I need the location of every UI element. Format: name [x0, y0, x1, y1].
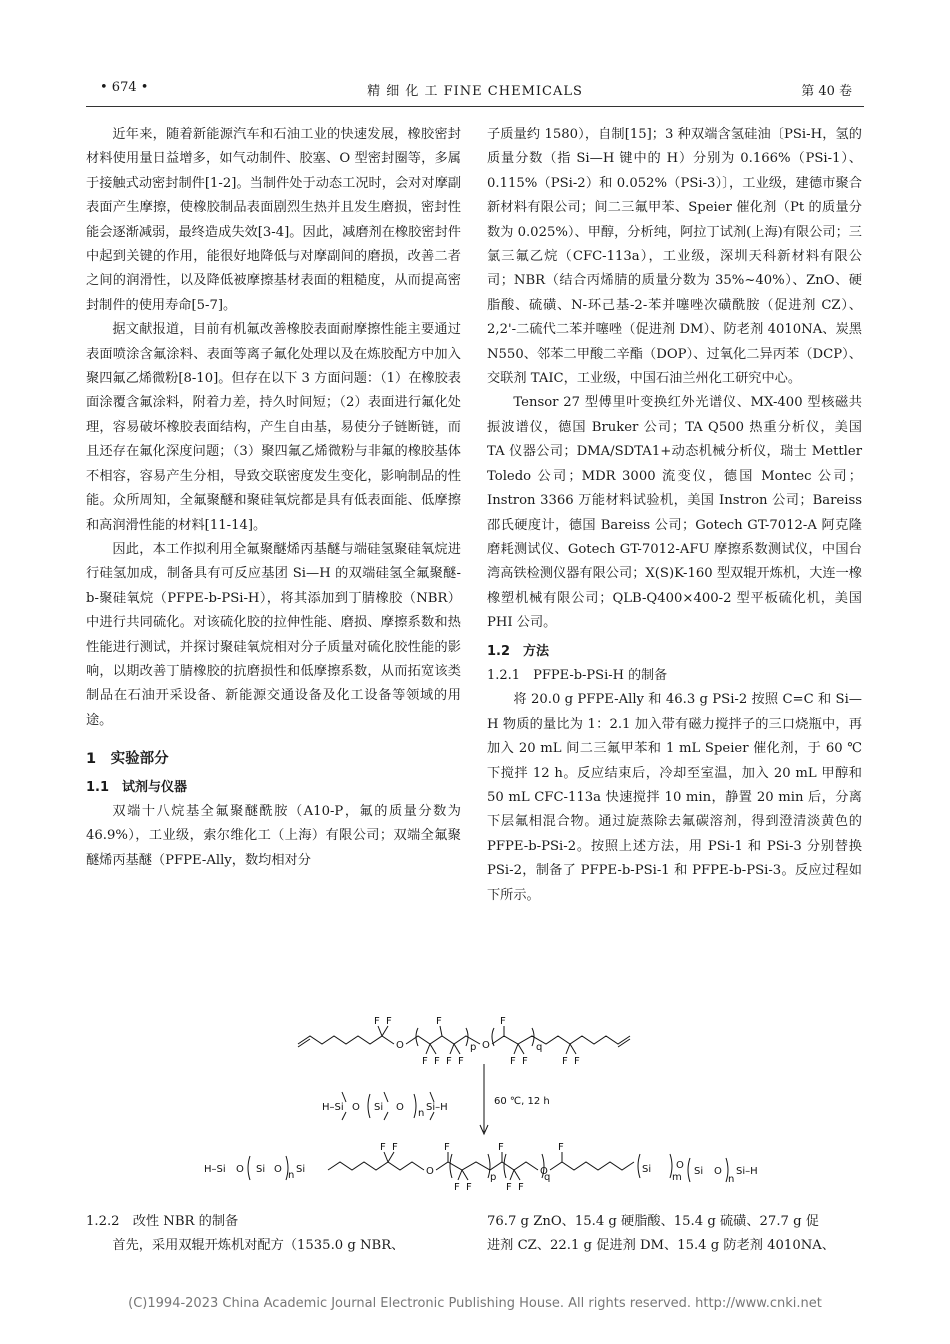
scheme-fluorine: F [574, 1056, 580, 1067]
scheme-oxygen: O [396, 1102, 404, 1113]
header-rule [86, 106, 864, 107]
scheme-oxygen: O [396, 1040, 404, 1051]
scheme-hsi-end: H–Si [322, 1102, 344, 1113]
scheme-silicon: Si [374, 1102, 384, 1113]
scheme-sih-end: Si–H [736, 1166, 758, 1177]
intro-paragraph-1: 近年来，随着新能源汽车和石油工业的快速发展，橡胶密封材料使用量日益增多，如气动制件、胶塞、O 型密封圈等，多属于接触式动密封制件[1-2]。当制件处于动态工况时，会对对摩副表面产生摩擦，使橡胶制品表面剧烈生热并且发生磨损，密封性能会逐渐减弱，最终造成失效[3-4]。因此，减磨剂在橡胶密封件中起到关键的作用，能很好地降低与对摩副间的磨损，改善二者之间的润滑性，以及降低被摩擦基材表面的粗糙度，从而提高密封制件的使用寿命[5-7]。 [86, 127, 461, 313]
volume-label: 第 40 卷 [801, 84, 852, 99]
scheme-silicon: Si [642, 1164, 652, 1175]
scheme-silicon: Si [296, 1164, 306, 1175]
scheme-fluorine: F [510, 1056, 516, 1067]
scheme-subscript-n: n [728, 1174, 735, 1185]
nbr-paragraph-cont-2: 进剂 CZ、22.1 g 促进剂 DM、15.4 g 防老剂 4010NA、 [487, 1238, 835, 1254]
scheme-subscript-q: q [536, 1042, 543, 1053]
scheme-fluorine: F [374, 1016, 380, 1027]
scheme-fluorine: F [522, 1056, 528, 1067]
scheme-fluorine: F [500, 1016, 506, 1027]
subsection-heading-reagents: 1.1 试剂与仪器 [86, 779, 188, 795]
scheme-oxygen: O [236, 1164, 244, 1175]
scheme-subscript-q: q [544, 1172, 551, 1183]
scheme-fluorine: F [436, 1016, 442, 1027]
copyright-footer: (C)1994-2023 China Academic Journal Electronic Publishing House. All rights reserved. http://www.cnki.net [128, 1296, 822, 1311]
scheme-silicon: Si [694, 1166, 704, 1177]
scheme-subscript-n: n [418, 1108, 425, 1119]
right-column [487, 123, 862, 908]
subsection-heading-methods: 1.2 方法 [487, 643, 550, 659]
scheme-fluorine: F [498, 1142, 504, 1153]
scheme-subscript-p: p [490, 1172, 497, 1183]
page-number: • 674 • [100, 80, 149, 95]
bottom-right-column [487, 1210, 862, 1259]
intro-paragraph-3: 因此，本工作拟利用全氟聚醚烯丙基醚与端硅氢聚硅氧烷进行硅氢加成，制备具有可反应基团 Si—H 的双端硅氢全氟聚醚-b-聚硅氧烷（PFPE-b-PSi-H），将其添加到丁腈橡胶（NBR）中进行共同硫化。对该硫化胶的拉伸性能、磨损、摩擦系数和热性能进行测试，并探讨聚硅氧烷相对分子质量对硫化胶性能的影响，以期改善丁腈橡胶的抗磨损性和低摩擦系数，从而拓宽该类制品在石油开采设备、新能源交通设备及化工设备等领域的用途。 [86, 541, 461, 728]
reaction-condition: 60 ℃, 12 h [494, 1096, 550, 1107]
scheme-fluorine: F [518, 1182, 524, 1193]
scheme-fluorine: F [446, 1056, 452, 1067]
journal-title: 精 细 化 工 FINE CHEMICALS [367, 84, 583, 99]
section-heading-experimental: 1 实验部分 [86, 751, 169, 768]
scheme-fluorine: F [392, 1142, 398, 1153]
scheme-oxygen: O [482, 1040, 490, 1051]
scheme-oxygen: O [714, 1166, 722, 1177]
synthesis-paragraph: 将 20.0 g PFPE-Ally 和 46.3 g PSi-2 按照 C=C 和 Si—H 物质的量比为 1：2.1 加入带有磁力搅拌子的三口烧瓶中，再加入 20 mL 间二三氟甲苯和 1 mL Speier 催化剂，于 60 ℃下搅拌 12 h。反应结束后，冷却至室温，加入 20 mL 甲醇和 50 mL CFC-113a 快速搅拌 10 min，静置 20 min 后，分离下层氟相混合物。通过旋蒸除去氟碳溶剂，得到澄清淡黄色的 PFPE-b-PSi-2。按照上述方法，用 PSi-1 和 PSi-3 分别替换 PSi-2，制备了 PFPE-b-PSi-1 和 PFPE-b-PSi-3。反应过程如下所示。 [487, 692, 862, 903]
nbr-paragraph: 首先，采用双辊开炼机对配方（1535.0 g NBR、 [112, 1238, 405, 1254]
nbr-paragraph-cont-1: 76.7 g ZnO、15.4 g 硬脂酸、15.4 g 硫磺、27.7 g 促 [487, 1214, 819, 1229]
scheme-fluorine: F [386, 1016, 392, 1027]
left-column [86, 123, 461, 873]
scheme-fluorine: F [444, 1142, 450, 1153]
reagents-paragraph: 双端十八烷基全氟聚醚酰胺（A10-P，氟的质量分数为 46.9%），工业级，索尔维化工（上海）有限公司；双端全氟聚醚烯丙基醚（PFPE-Ally，数均相对分 [86, 803, 461, 868]
scheme-subscript-m: m [672, 1172, 682, 1183]
scheme-silicon: Si [256, 1164, 266, 1175]
scheme-subscript-p: p [470, 1042, 477, 1053]
scheme-fluorine: F [466, 1182, 472, 1193]
scheme-oxygen: O [676, 1160, 684, 1171]
scheme-fluorine: F [562, 1056, 568, 1067]
instruments-paragraph: Tensor 27 型傅里叶变换红外光谱仪、MX-400 型核磁共振波谱仪，德国 Bruker 公司；TA Q500 热重分析仪，美国 TA 仪器公司；DMA/SDTA1+动态机械分析仪，瑞士 Mettler Toledo 公司；MDR 3000 流变仪，德国 Montec 公司；Instron 3366 万能材料试验机，美国 Instron 公司；Bareiss 邵氏硬度计，德国 Bareiss 公司；Gotech GT-7012-A 阿克隆磨耗测试仪、Gotech GT-7012-AFU 摩擦系数测试仪，中国台湾高铁检测仪器有限公司；X(S)K-160 型双辊开炼机，大连一橡橡塑机械有限公司；QLB-Q400×400-2 型平板硫化机，美国 PHI 公司。 [487, 395, 862, 631]
scheme-fluorine: F [422, 1056, 428, 1067]
scheme-oxygen: O [274, 1164, 282, 1175]
subsubsection-heading-nbr: 1.2.2 改性 NBR 的制备 [86, 1214, 239, 1229]
reagents-paragraph-cont: 子质量约 1580），自制[15]；3 种双端含氢硅油〔PSi-H，氢的质量分数（指 Si—H 键中的 H）分别为 0.166%（PSi-1）、0.115%（PSi-2）和 0.052%（PSi-3）〕，工业级，建德市聚合新材料有限公司；间二三氟甲苯、Speier 催化剂（Pt 的质量分数为 0.025%）、甲醇，分析纯，阿拉丁试剂(上海)有限公司；三氯三氟乙烷（CFC-113a），工业级，深圳天科新材料有限公司；NBR（结合丙烯腈的质量分数为 35%~40%）、ZnO、硬脂酸、硫磺、N-环己基-2-苯并噻唑次磺酰胺（促进剂 CZ）、2,2'-二硫代二苯并噻唑（促进剂 DM）、防老剂 4010NA、炭黑 N550、邻苯二甲酸二辛酯（DOP）、过氧化二异丙苯（DCP）、交联剂 TAIC，工业级，中国石油兰州化工研究中心。 [487, 127, 862, 387]
subsubsection-heading-synthesis: 1.2.1 PFPE-b-PSi-H 的制备 [487, 667, 668, 683]
intro-paragraph-2: 据文献报道，目前有机氟改善橡胶表面耐摩擦性能主要通过表面喷涂含氟涂料、表面等离子氟化处理以及在炼胶配方中加入聚四氟乙烯微粉[8-10]。但存在以下 3 方面问题：（1）在橡胶表面涂覆含氟涂料，附着力差，持久时间短；（2）表面进行氟化处理，容易破坏橡胶表面结构，产生自由基，易使分子链断链，而且还存在氟化深度问题；（3）聚四氟乙烯微粉与非氟的橡胶基体不相容，容易产生分相，导致交联密度发生变化，影响制品的性能。众所周知，全氟聚醚和聚硅氧烷都是具有低表面能、低摩擦和高润滑性能的材料[11-14]。 [86, 322, 461, 533]
scheme-fluorine: F [380, 1142, 386, 1153]
scheme-fluorine: F [454, 1182, 460, 1193]
scheme-oxygen: O [540, 1166, 548, 1177]
bottom-left-column [86, 1210, 461, 1259]
reaction-scheme [170, 1012, 780, 1210]
scheme-fluorine: F [434, 1056, 440, 1067]
scheme-oxygen: O [426, 1166, 434, 1177]
scheme-fluorine: F [458, 1056, 464, 1067]
scheme-fluorine: F [558, 1142, 564, 1153]
scheme-hsi-end: H–Si [204, 1164, 226, 1175]
scheme-fluorine: F [506, 1182, 512, 1193]
scheme-oxygen: O [352, 1102, 360, 1113]
scheme-subscript-n: n [288, 1170, 295, 1181]
scheme-sih-end: Si–H [426, 1102, 448, 1113]
